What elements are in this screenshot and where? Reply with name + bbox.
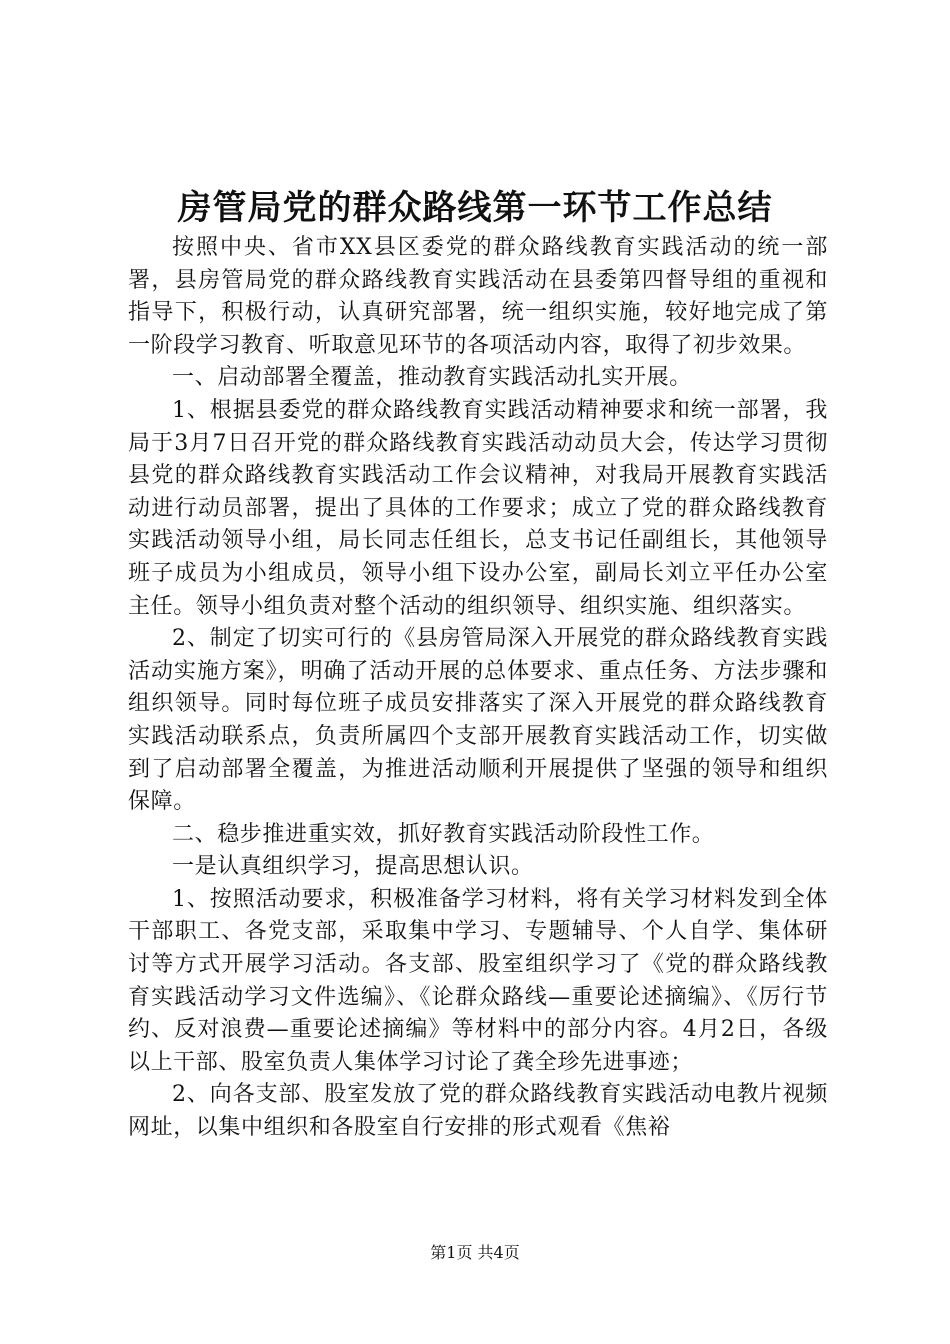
document-title: 房管局党的群众路线第一环节工作总结 [177, 188, 773, 228]
paragraph-2-1: 1、按照活动要求，积极准备学习材料，将有关学习材料发到全体干部职工、各党支部，采取集中学习、专题辅导、个人自学、集体研讨等方式开展学习活动。各支部、股室组织学习了《党的群众路线教育实践活动学习文件选编》、《论群众路线—重要论述摘编》、《厉行节约、反对浪费—重要论述摘编》等材料中的部分内容。4月2日，各级以上干部、股室负责人集体学习讨论了龚全珍先进事迹； [128, 886, 828, 1075]
paragraph-1-1: 1、根据县委党的群众路线教育实践活动精神要求和统一部署，我局于3月7日召开党的群众路线教育实践活动动员大会，传达学习贯彻县党的群众路线教育实践活动工作会议精神，对我局开展教育实践活动进行动员部署，提出了具体的工作要求；成立了党的群众路线教育实践活动领导小组，局长同志任组长，总支书记任副组长，其他领导班子成员为小组成员，领导小组下设办公室，副局长刘立平任办公室主任。领导小组负责对整个活动的组织领导、组织实施、组织落实。 [128, 397, 828, 619]
paragraph-intro: 按照中央、省市XX县区委党的群众路线教育实践活动的统一部署，县房管局党的群众路线教育实践活动在县委第四督导组的重视和指导下，积极行动，认真研究部署，统一组织实施，较好地完成了第一阶段学习教育、听取意见环节的各项活动内容，取得了初步效果。 [128, 235, 828, 358]
page-number-footer: 第1页 共4页 [430, 1243, 520, 1262]
section-heading-2: 二、稳步推进重实效，抓好教育实践活动阶段性工作。 [172, 821, 715, 847]
subsection-heading-1: 一是认真组织学习，提高思想认识。 [172, 854, 534, 880]
paragraph-2-2: 2、向各支部、股室发放了党的群众路线教育实践活动电教片视频网址，以集中组织和各股室自行安排的形式观看《焦裕 [128, 1082, 828, 1141]
section-heading-1: 一、启动部署全覆盖，推动教育实践活动扎实开展。 [172, 365, 692, 391]
document-body [128, 232, 828, 1145]
paragraph-1-2: 2、制定了切实可行的《县房管局深入开展党的群众路线教育实践活动实施方案》，明确了活动开展的总体要求、重点任务、方法步骤和组织领导。同时每位班子成员安排落实了深入开展党的群众路线教育实践活动联系点，负责所属四个支部开展教育实践活动工作，切实做到了启动部署全覆盖，为推进活动顺利开展提供了坚强的领导和组织保障。 [128, 626, 828, 815]
